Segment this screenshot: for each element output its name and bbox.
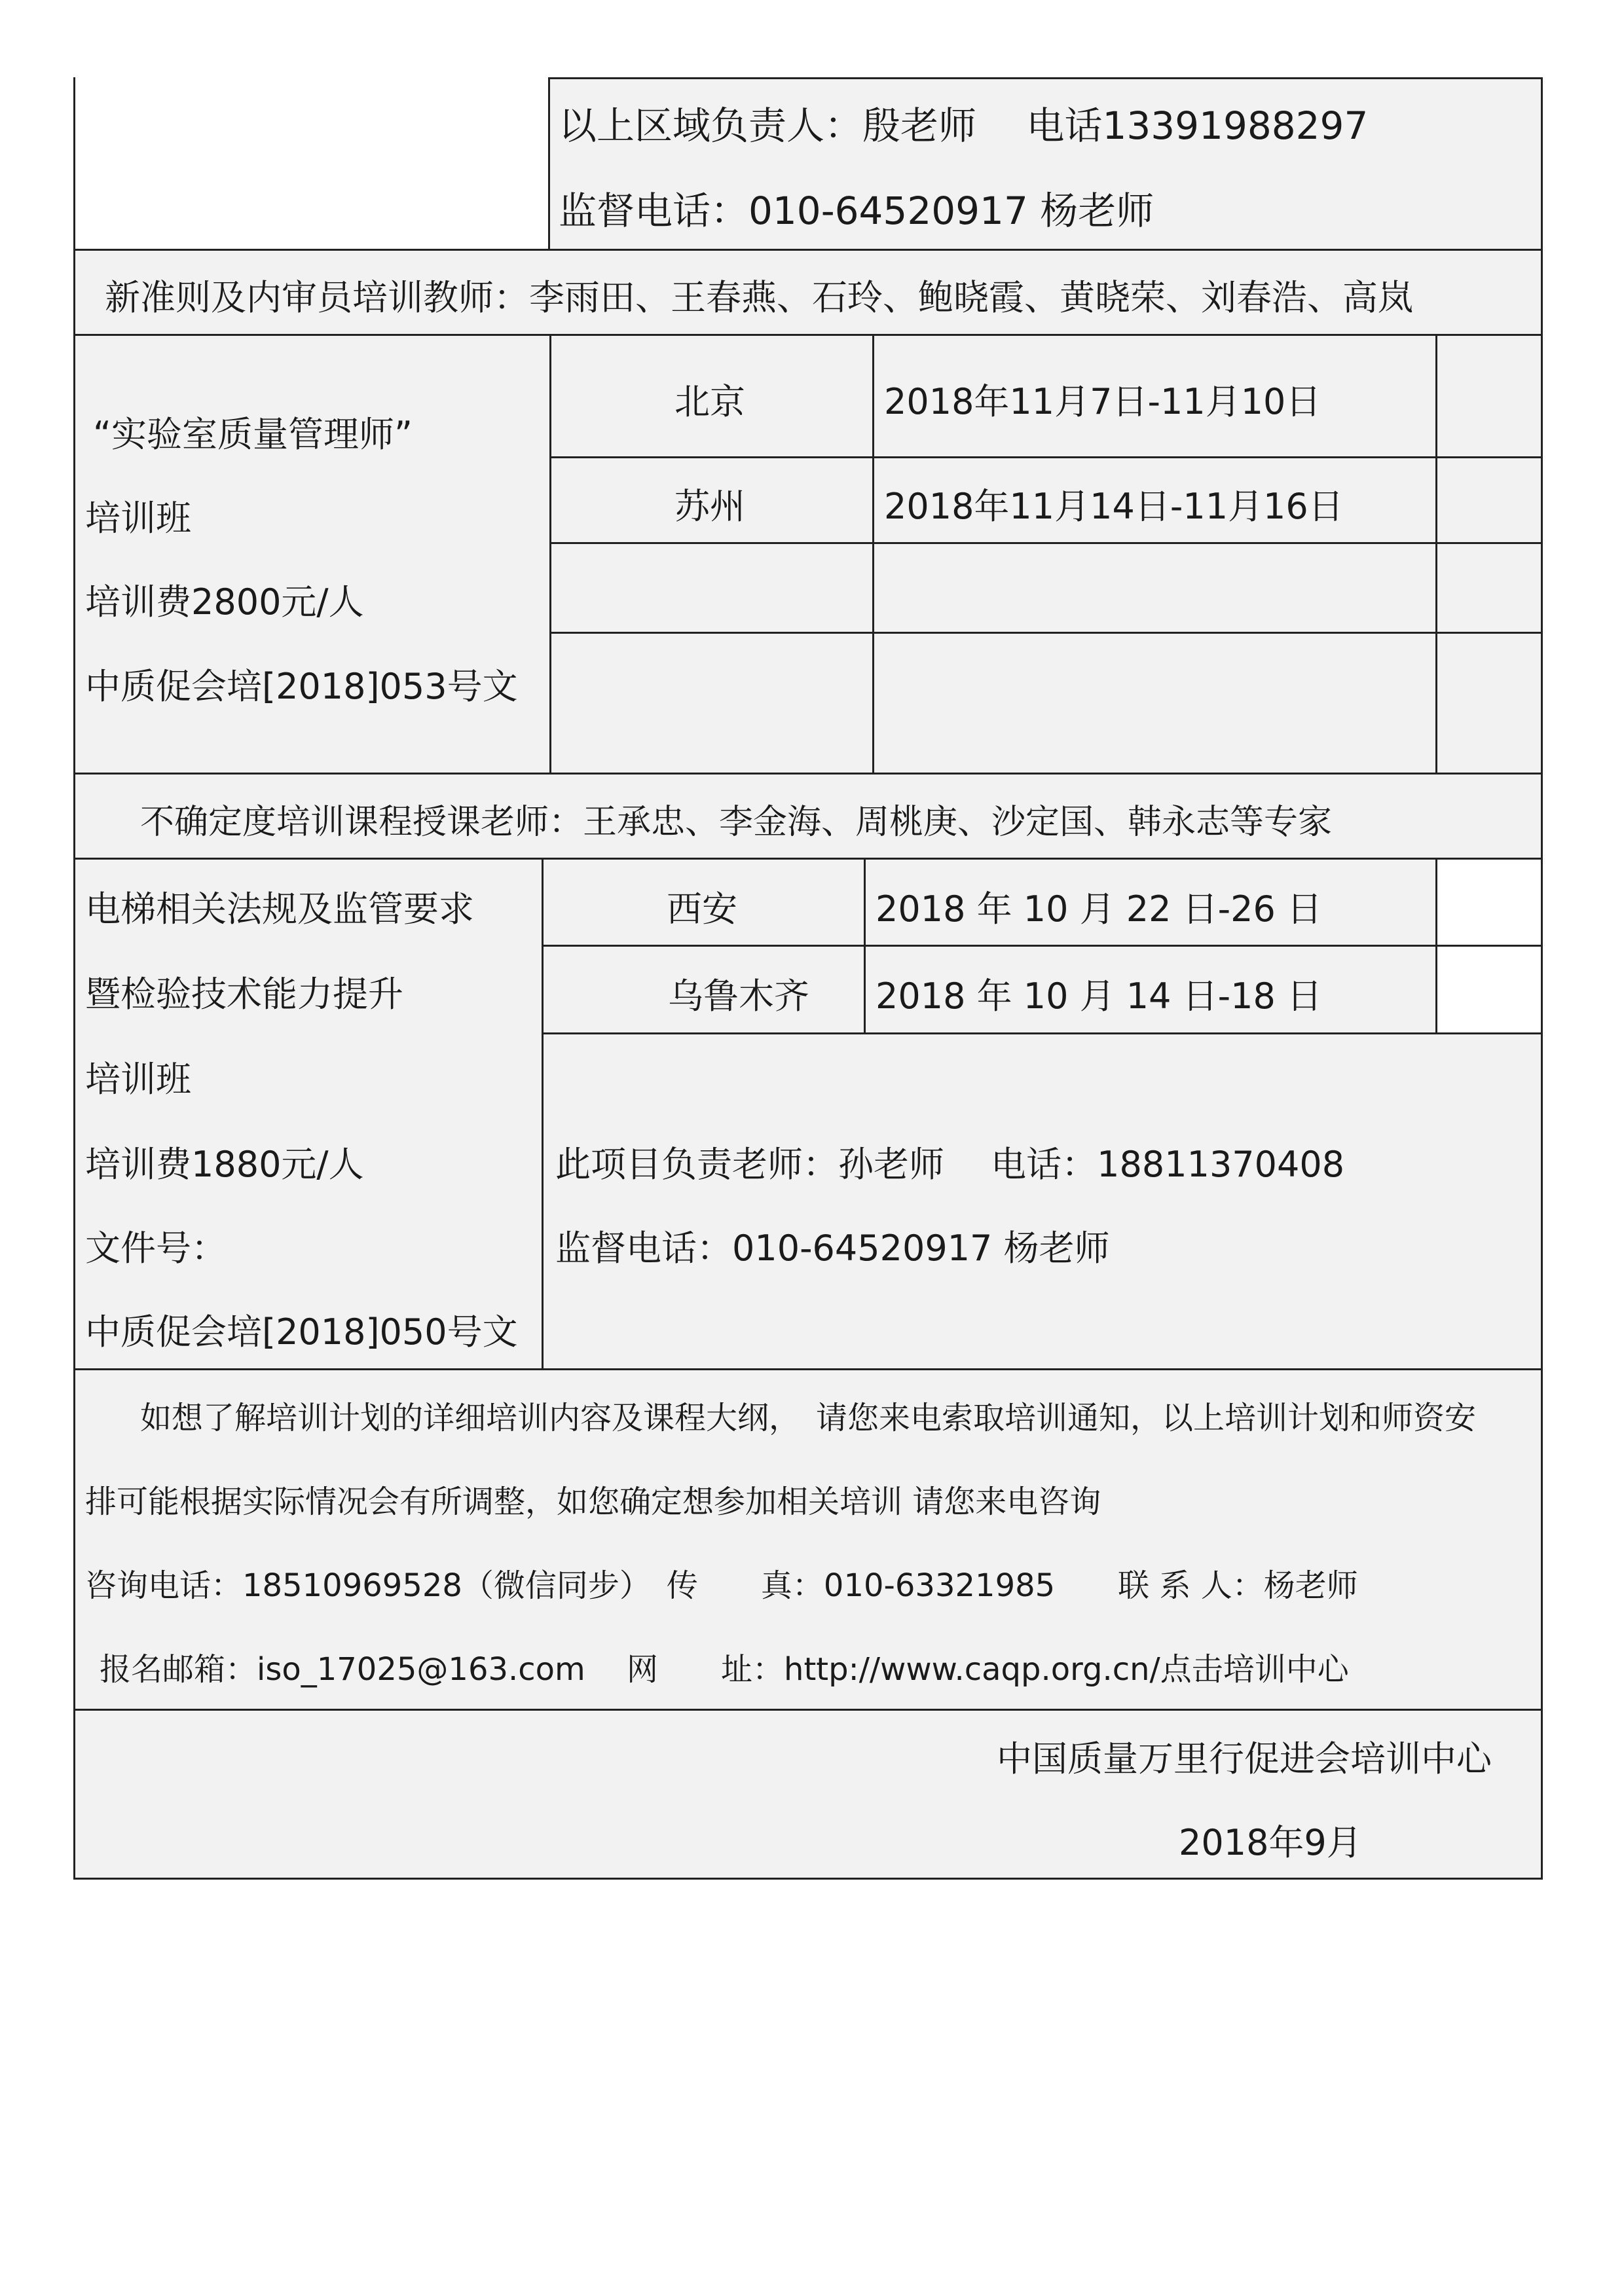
- elevator-contact-cell: [543, 1034, 1542, 1370]
- teachers-new-standard: 新准则及内审员培训教师：李雨田、王春燕、石玲、鲍晓霞、黄晓荣、刘春浩、高岚: [105, 277, 1413, 318]
- lab-session-city-1: 北京: [674, 381, 745, 422]
- elevator-doc-label: 文件号：: [85, 1228, 227, 1269]
- elevator-session-date-2: 2018 年 10 月 14 日-18 日: [876, 975, 1323, 1017]
- rule-lab-1: [549, 456, 1543, 458]
- rule-3: [73, 773, 1543, 774]
- elevator-course-cell: [75, 859, 543, 1370]
- col-top-split: [548, 77, 550, 251]
- rule-5: [73, 1368, 1543, 1370]
- notice-line-1: 如想了解培训计划的详细培训内容及课程大纲， 请您来电索取培训通知，以上培训计划和师资安: [140, 1400, 1477, 1436]
- col-lab-2: [872, 334, 874, 774]
- lab-session-date-1: 2018年11月7日-11月10日: [884, 381, 1321, 422]
- col-elev-1: [542, 858, 544, 1370]
- elevator-course-fee: 培训费1880元/人: [85, 1144, 364, 1185]
- lab-session-date-2: 2018年11月14日-11月16日: [884, 486, 1344, 527]
- notice-email-website: 报名邮箱：iso_17025@163.com 网 址：http://www.caqp.org.cn/点击培训中心: [100, 1651, 1349, 1688]
- top-left-cell: [75, 79, 549, 250]
- lab-course-title-1: “实验室质量管理师”: [93, 414, 413, 455]
- teachers-uncertainty: 不确定度培训课程授课老师：王承忠、李金海、周桃庚、沙定国、韩永志等专家: [140, 803, 1333, 842]
- region-head-contact: 以上区域负责人：殷老师 电话13391988297: [559, 103, 1369, 148]
- lab-session-city-2: 苏州: [674, 486, 745, 527]
- lab-course-cell: [75, 335, 551, 774]
- elevator-session-city-2: 乌鲁木齐: [668, 975, 809, 1017]
- notice-line-2: 排可能根据实际情况会有所调整，如您确定想参加相关培训 请您来电咨询: [85, 1484, 1101, 1520]
- rule-6: [73, 1709, 1543, 1711]
- elevator-course-title-2: 暨检验技术能力提升: [85, 974, 403, 1015]
- col-lab-1: [549, 334, 551, 774]
- elevator-doc-no: 中质促会培[2018]050号文: [85, 1311, 518, 1353]
- lab-extra-col: [1437, 335, 1542, 774]
- elevator-extra-col: [1437, 859, 1542, 1034]
- lab-course-doc-no: 中质促会培[2018]053号文: [85, 666, 518, 707]
- elevator-course-title-1: 电梯相关法规及监管要求: [85, 888, 474, 930]
- table-border-left: [73, 77, 75, 1879]
- elevator-session-city-1: 西安: [667, 888, 737, 930]
- top-supervise-phone: 监督电话：010-64520917 杨老师: [559, 189, 1154, 233]
- elevator-session-date-1: 2018 年 10 月 22 日-26 日: [876, 888, 1323, 930]
- lab-course-title-2: 培训班: [85, 498, 191, 539]
- rule-elev-1: [542, 945, 1543, 947]
- footer-date: 2018年9月: [1179, 1822, 1362, 1863]
- rule-bottom: [73, 1878, 1543, 1880]
- col-elev-3: [1435, 858, 1437, 1034]
- table-border-right: [1541, 77, 1543, 1879]
- rule-elev-2: [542, 1032, 1543, 1034]
- rule-4: [73, 858, 1543, 860]
- elevator-project-contact: 此项目负责老师：孙老师 电话：18811370408: [555, 1144, 1345, 1185]
- rule-lab-3: [549, 632, 1543, 634]
- rule-top: [548, 77, 1543, 79]
- col-elev-2: [864, 858, 866, 1034]
- rule-2: [73, 334, 1543, 336]
- elevator-supervise-phone: 监督电话：010-64520917 杨老师: [555, 1228, 1110, 1269]
- footer-organization: 中国质量万里行促进会培训中心: [997, 1738, 1492, 1779]
- notice-consult-phone: 咨询电话：18510969528（微信同步） 传 真：010-63321985 联 系 人：杨老师: [85, 1567, 1358, 1604]
- rule-1: [73, 249, 1543, 251]
- lab-course-fee: 培训费2800元/人: [85, 581, 364, 623]
- col-lab-3: [1435, 334, 1437, 774]
- rule-lab-2: [549, 542, 1543, 544]
- elevator-course-title-3: 培训班: [85, 1059, 191, 1100]
